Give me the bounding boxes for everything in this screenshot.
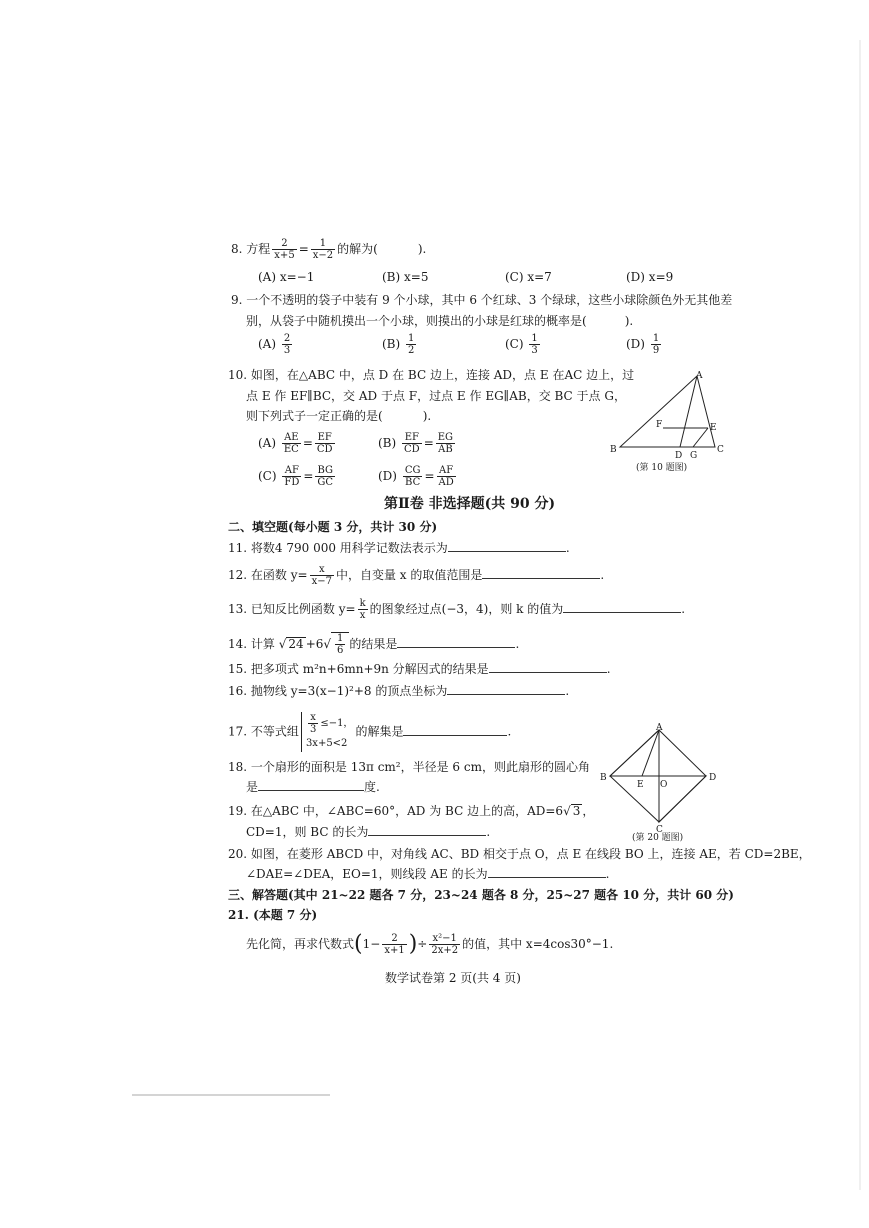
q9-option-a: (A) $\frac{2}{3}$ <box>258 333 291 356</box>
q18-line1: 18. 一个扇形的面积是 13π cm²，半径是 6 cm，则此扇形的圆心角 <box>228 760 590 774</box>
fig10-label-a: A <box>696 371 703 381</box>
fig20-label-c: C <box>656 825 663 835</box>
q19-line2: CD=1，则 BC 的长为 . <box>246 825 491 839</box>
q11-answer-blank[interactable] <box>448 540 566 552</box>
q20-answer-blank[interactable] <box>488 866 606 878</box>
q10-option-a: (A) $\frac{AE}{EC}$ = $\frac{EF}{CD}$ <box>258 432 333 455</box>
fig10-label-e: E <box>710 423 717 433</box>
figure-20-rhombus <box>596 720 726 842</box>
section-fill-in-heading: 二、填空题(每小题 3 分，共计 30 分) <box>228 520 438 534</box>
q8-stem: 8. 方程 $\frac{2}{x+5}$ = $\frac{1}{x-2}$ 的解为( ). <box>231 238 427 261</box>
q10-line1: 10. 如图，在△ABC 中，点 D 在 BC 边上，连接 AD，点 E 在AC 边上，过 <box>228 368 635 382</box>
fig10-label-g: G <box>690 451 698 461</box>
q8-fraction-2: $\frac{1}{x-2}$ <box>312 238 334 261</box>
figure-10-triangle <box>600 368 730 480</box>
q8-option-b: (B) x=5 <box>382 270 429 284</box>
q8-option-a: (A) x=−1 <box>258 270 315 284</box>
q15-answer-blank[interactable] <box>489 661 607 673</box>
q18-line2: 是 度. <box>246 780 380 794</box>
q8-option-c: (C) x=7 <box>505 270 552 284</box>
q13: 13. 已知反比例函数 y= $\frac{k}{x}$ 的图象经过点(−3，4)，则 k 的值为 . <box>228 598 686 621</box>
q12: 12. 在函数 y= $\frac{x}{x-7}$ 中，自变量 x 的取值范围是 . <box>228 564 605 587</box>
fig20-label-o: O <box>660 780 668 790</box>
q17: 17. 不等式组 $\frac{x}{3}$ ≤−1， 3x+5<2的解集是 . <box>228 712 511 752</box>
q10-option-b: (B) $\frac{EF}{CD}$ = $\frac{EG}{AB}$ <box>378 432 454 455</box>
fig20-label-d: D <box>709 773 717 783</box>
page-footer: 数学试卷第 2 页(共 4 页) <box>385 971 521 985</box>
fig20-caption: (第 20 题图) <box>632 833 684 842</box>
part2-title: 第Ⅱ卷 非选择题(共 90 分) <box>384 496 556 512</box>
q15: 15. 把多项式 m²n+6mn+9n 分解因式的结果是 . <box>228 662 611 676</box>
q9-line1: 9. 一个不透明的袋子中装有 9 个小球，其中 6 个红球、3 个绿球，这些小球除颜色外无其他差 <box>231 293 733 307</box>
q9-option-c: (C) $\frac{1}{3}$ <box>505 333 538 356</box>
q16-answer-blank[interactable] <box>447 683 565 695</box>
q8-fraction-1: $\frac{2}{x+5}$ <box>274 238 295 261</box>
q14-answer-blank[interactable] <box>397 636 515 648</box>
q19-line1: 19. 在△ABC 中，∠ABC=60°，AD 为 BC 边上的高，AD=6√ 3 ， <box>228 804 595 818</box>
q10-option-c: (C) $\frac{AF}{FD}$ = $\frac{BG}{GC}$ <box>258 465 334 488</box>
q10-option-d: (D) $\frac{CG}{BC}$ = $\frac{AF}{AD}$ <box>378 465 454 488</box>
fig10-label-c: C <box>717 445 724 455</box>
q9-option-d: (D) $\frac{1}{9}$ <box>626 333 660 356</box>
fig10-label-d: D <box>675 451 683 461</box>
fig10-label-f: F <box>656 420 663 430</box>
q10-line2: 点 E 作 EF∥BC，交 AD 于点 F，过点 E 作 EG∥AB，交 BC 于点 G， <box>246 389 626 403</box>
q21-heading: 21. (本题 7 分) <box>228 908 318 922</box>
fig20-label-e: E <box>637 780 644 790</box>
q10-line3: 则下列式子一定正确的是( ). <box>246 409 432 423</box>
q8-number: 8. <box>231 242 243 256</box>
q19-answer-blank[interactable] <box>368 824 486 836</box>
fig10-label-b: B <box>610 445 617 455</box>
q20-line2: ∠DAE=∠DEA，EO=1，则线段 AE 的长为 . <box>246 867 610 881</box>
fig10-caption: (第 10 题图) <box>636 463 688 473</box>
q16: 16. 抛物线 y=3(x−1)²+8 的顶点坐标为 . <box>228 684 570 698</box>
q17-answer-blank[interactable] <box>403 724 507 736</box>
q14: 14. 计算 √ 24 +6√ $\frac{1}{6}$ 的结果是 . <box>228 633 520 656</box>
q9-line2: 别，从袋子中随机摸出一个小球，则摸出的小球是红球的概率是( ). <box>246 314 634 328</box>
fig20-label-a: A <box>656 723 663 733</box>
q9-option-b: (B) $\frac{1}{2}$ <box>382 333 415 356</box>
q20-line1: 20. 如图，在菱形 ABCD 中，对角线 AC、BD 相交于点 O，点 E 在线段 BO 上，连接 AE，若 CD=2BE， <box>228 847 811 861</box>
q17-inequality-system: $\frac{x}{3}$ ≤−1， 3x+5<2 <box>301 712 354 752</box>
q13-answer-blank[interactable] <box>563 601 681 613</box>
q12-answer-blank[interactable] <box>482 567 600 579</box>
q18-answer-blank[interactable] <box>258 779 364 791</box>
q8-option-d: (D) x=9 <box>626 270 674 284</box>
section-solve-heading: 三、解答题(其中 21~22 题各 7 分，23~24 题各 8 分，25~27 题各 10 分，共计 60 分) <box>228 888 734 902</box>
fig20-label-b: B <box>600 773 607 783</box>
q11: 11. 将数4 790 000 用科学记数法表示为 . <box>228 541 570 555</box>
q21-expression: 先化简，再求代数式(1− $\frac{2}{x+1}$ )÷ $\frac{\text{x²−1}}{2x+2}$ 的值，其中 x=4cos30°−1. <box>246 931 614 957</box>
